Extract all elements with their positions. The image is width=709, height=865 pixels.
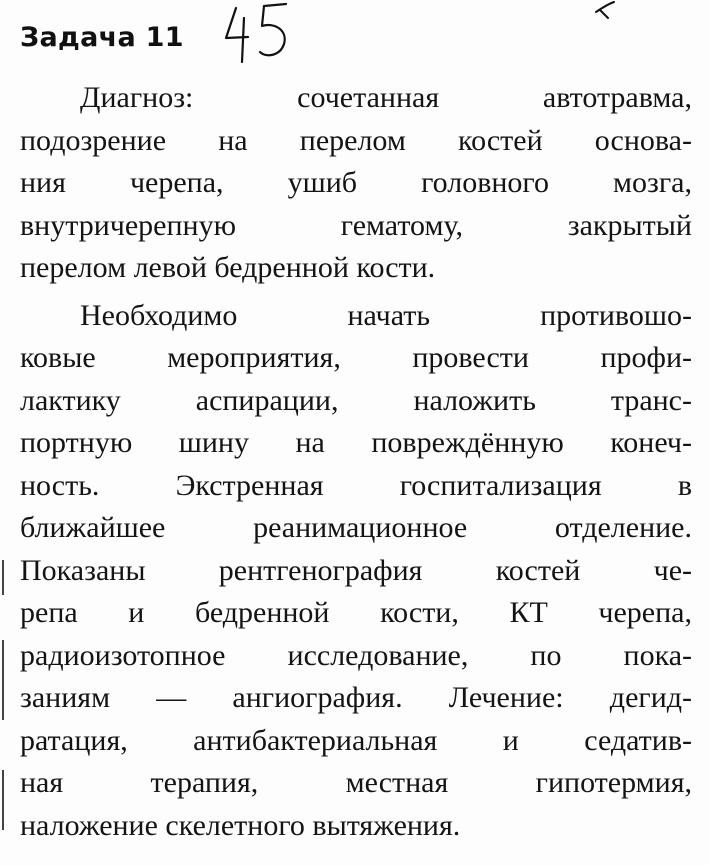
text-line: подозрение на перелом костей основа- [20, 123, 692, 157]
diagnosis-paragraph [20, 77, 692, 290]
text-line: внутричерепную гематому, закрытый [20, 208, 692, 242]
text-line: Диагноз: сочетанная автотравма, [80, 81, 692, 114]
scan-margin-line [2, 640, 4, 720]
scan-margin-line [2, 560, 4, 595]
text-line: ния черепа, ушиб головного мозга, [20, 166, 692, 199]
text-line: заниям — ангиография. Лечение: дегид- [20, 681, 692, 714]
handwritten-task-number [222, 0, 302, 64]
text-line: Показаны рентгенография костей че- [20, 553, 692, 587]
text-line: портную шину на повреждённую конеч- [20, 426, 692, 459]
text-line: наложение скелетного вытяжения. [20, 808, 461, 842]
text-line: ная терапия, местная гипотермия, [20, 766, 692, 799]
text-line: ность. Экстренная госпитализация в [20, 468, 692, 502]
text-line: радиоизотопное исследование, по пока- [20, 638, 692, 672]
text-line: репа и бедренной кости, КТ черепа, [20, 596, 692, 629]
handwritten-number-drawing [222, 0, 302, 64]
task-body [20, 77, 692, 847]
text-line: ковые мероприятия, провести профи- [20, 341, 692, 374]
pen-mark [592, 0, 628, 22]
text-line: лактику аспирации, наложить транс- [20, 383, 692, 417]
scan-margin-line [2, 770, 4, 830]
text-line: ближайшее реанимационное отделение. [20, 511, 692, 544]
text-line: перелом левой бедренной кости. [20, 251, 436, 284]
text-line: ратация, антибактериальная и седатив- [20, 723, 692, 757]
task-heading: Задача 11 [20, 22, 184, 53]
treatment-paragraph [20, 295, 692, 848]
text-line: Необходимо начать противошо- [80, 298, 692, 332]
